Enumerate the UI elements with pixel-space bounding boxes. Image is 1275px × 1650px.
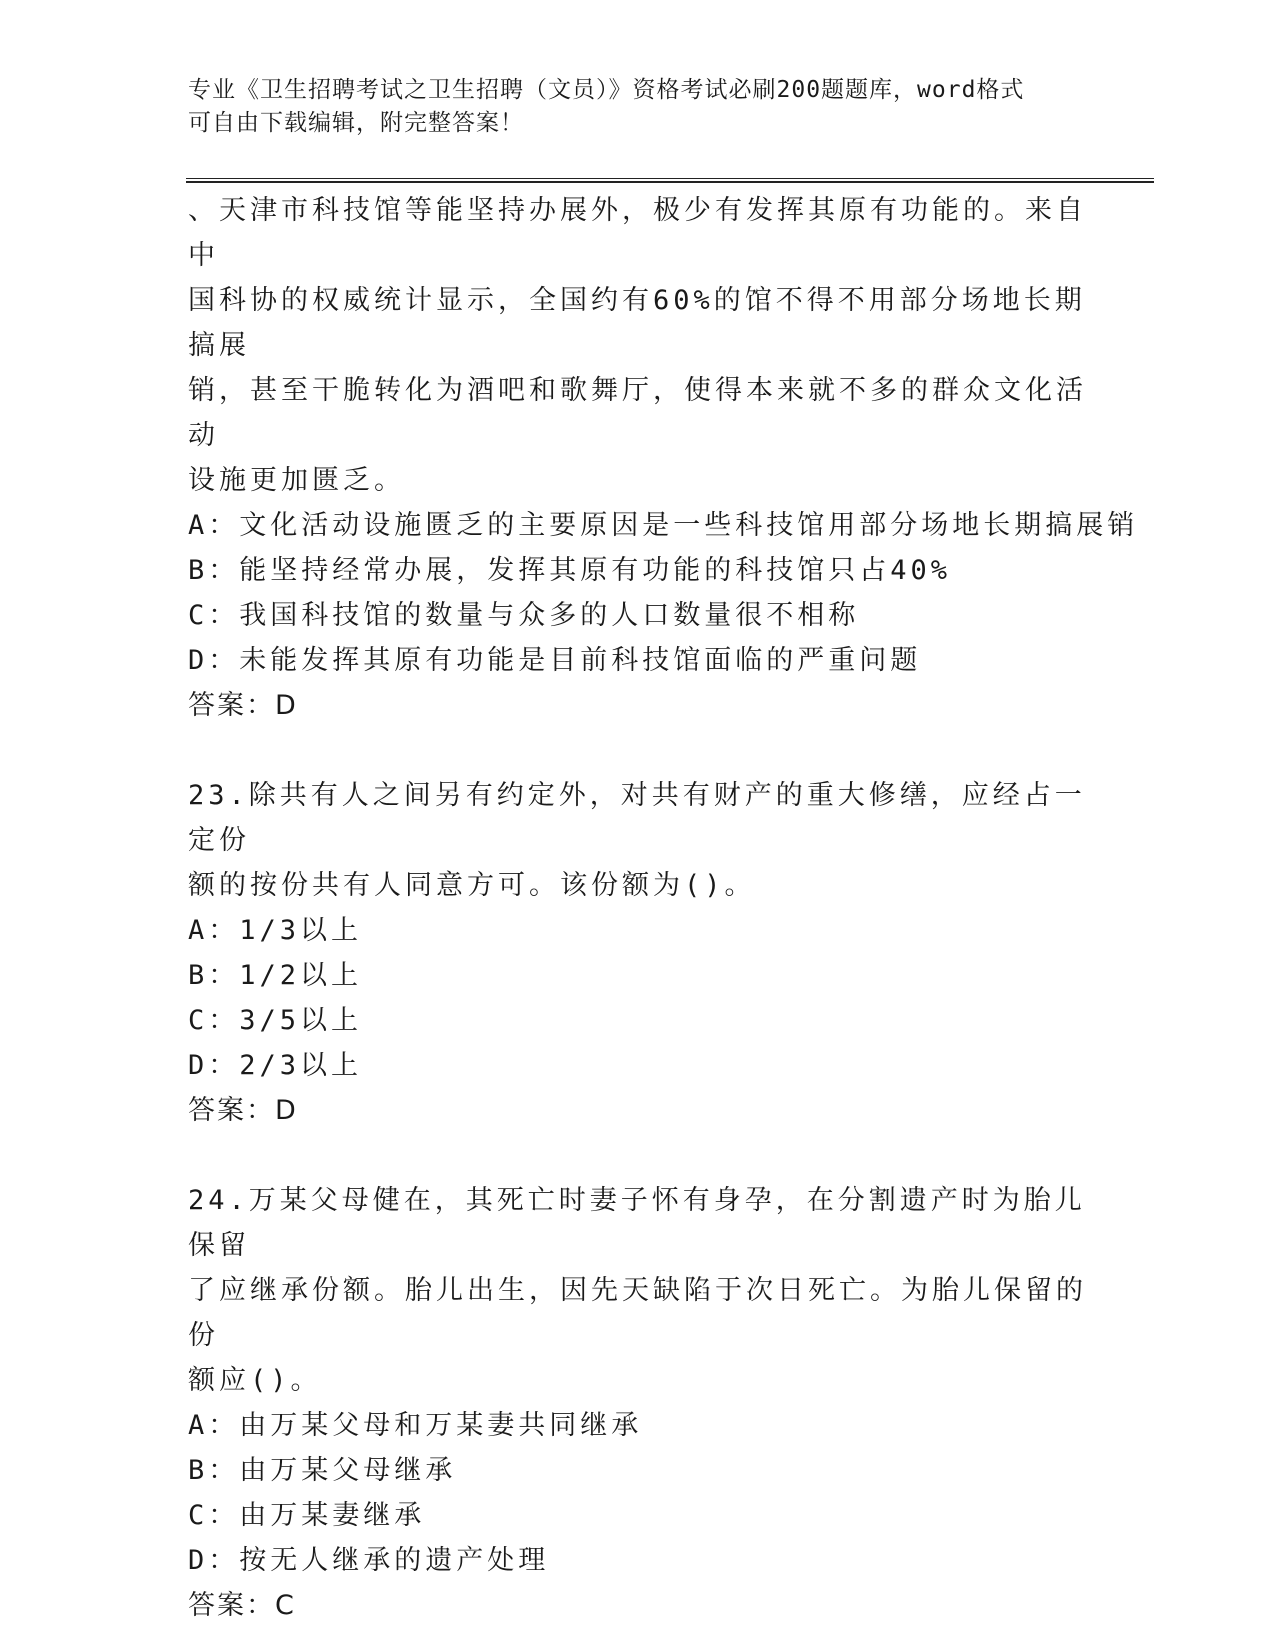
question-text-line: 了应继承份额。胎儿出生，因先天缺陷于次日死亡。为胎儿保留的份 xyxy=(188,1275,1087,1351)
question-continuation xyxy=(188,188,1139,728)
spacer xyxy=(188,728,1088,773)
question-24 xyxy=(188,1178,1088,1628)
answer-line: 答案：D xyxy=(188,1095,298,1126)
option-a: A：文化活动设施匮乏的主要原因是一些科技馆用部分场地长期搞展销 xyxy=(188,510,1139,541)
option-d: D：按无人继承的遗产处理 xyxy=(188,1545,550,1576)
question-text-line: 国科协的权威统计显示，全国约有60%的馆不得不用部分场地长期搞展 xyxy=(188,285,1086,361)
header-line-2: 可自由下载编辑，附完整答案！ xyxy=(188,110,524,136)
question-text-line: 设施更加匮乏。 xyxy=(188,465,405,496)
page-header xyxy=(188,74,1088,140)
option-c: C：由万某妻继承 xyxy=(188,1500,426,1531)
question-text-line: 额应()。 xyxy=(188,1365,322,1396)
document-body xyxy=(188,188,1139,1628)
answer-line: 答案：D xyxy=(188,690,298,721)
answer-line: 答案：C xyxy=(188,1590,296,1621)
option-b: B：能坚持经常办展，发挥其原有功能的科技馆只占40% xyxy=(188,555,952,586)
question-text-line: 销，甚至干脆转化为酒吧和歌舞厅，使得本来就不多的群众文化活动 xyxy=(188,375,1087,451)
option-d: D：未能发挥其原有功能是目前科技馆面临的严重问题 xyxy=(188,645,922,676)
question-text-line: 24.万某父母健在，其死亡时妻子怀有身孕，在分割遗产时为胎儿保留 xyxy=(188,1185,1086,1261)
question-text-line: 额的按份共有人同意方可。该份额为()。 xyxy=(188,870,756,901)
question-23 xyxy=(188,773,1088,1133)
question-text-line: 23.除共有人之间另有约定外，对共有财产的重大修缮，应经占一定份 xyxy=(188,780,1086,856)
option-c: C：3/5以上 xyxy=(188,1005,363,1036)
spacer xyxy=(188,1133,1088,1178)
option-c: C：我国科技馆的数量与众多的人口数量很不相称 xyxy=(188,600,860,631)
option-b: B：1/2以上 xyxy=(188,960,363,991)
header-line-1: 专业《卫生招聘考试之卫生招聘（文员）》资格考试必刷200题题库，word格式 xyxy=(188,77,1025,103)
option-a: A：1/3以上 xyxy=(188,915,363,946)
question-text-line: 、天津市科技馆等能坚持办展外，极少有发挥其原有功能的。来自中 xyxy=(188,195,1087,271)
option-d: D：2/3以上 xyxy=(188,1050,363,1081)
header-divider xyxy=(186,178,1154,183)
option-a: A：由万某父母和万某妻共同继承 xyxy=(188,1410,643,1441)
option-b: B：由万某父母继承 xyxy=(188,1455,457,1486)
